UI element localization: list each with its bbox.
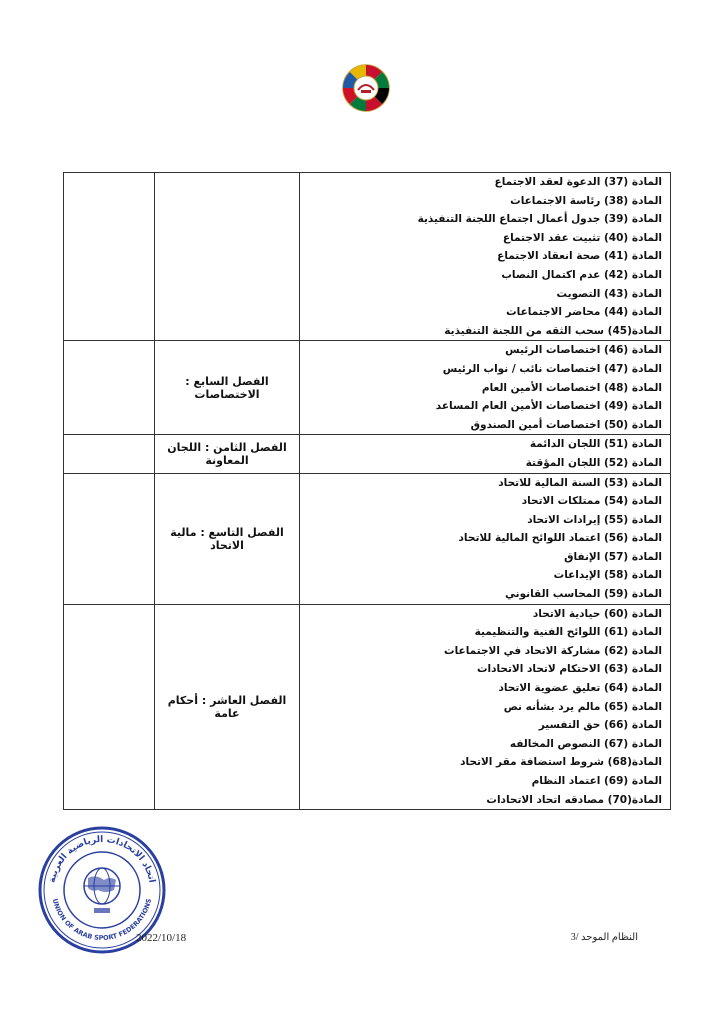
article-item: المادة (48) اختصاصات الأمين العام xyxy=(481,381,662,394)
article-item: المادة (62) مشاركة الاتحاد في الاجتماعات xyxy=(444,644,662,657)
article-item: المادة(68) شروط استضافة مقر الاتحاد xyxy=(460,756,662,769)
empty-cell xyxy=(64,173,155,341)
article-item: المادة (56) اعتماد اللوائح المالية للاتحاد xyxy=(458,532,662,545)
article-item: المادة (39) جدول أعمال اجتماع اللجنة التنفيذية xyxy=(417,213,662,226)
table-row xyxy=(64,435,671,473)
article-item: المادة (69) اعتماد النظام xyxy=(531,775,662,787)
empty-cell xyxy=(64,341,155,435)
article-item: المادة (65) مالم يرد بشأنه نص xyxy=(503,700,662,713)
empty-cell xyxy=(64,435,155,473)
article-item: المادة (60) حيادية الاتحاد xyxy=(532,607,662,620)
article-item: المادة (53) السنة المالية للاتحاد xyxy=(498,476,662,489)
chapter-title xyxy=(155,173,300,341)
article-item: المادة (42) عدم اكتمال النصاب xyxy=(501,268,662,281)
table-row xyxy=(64,341,671,435)
article-item: المادة (37) الدعوة لعقد الاجتماع xyxy=(494,176,662,188)
article-item: المادة (61) اللوائح الفنية والتنظيمية xyxy=(474,626,662,639)
article-item: المادة (64) تعليق عضوية الاتحاد xyxy=(498,682,662,695)
footer-page-number: النظام الموحد /3 xyxy=(570,932,638,943)
article-item: المادة (52) اللجان المؤقتة xyxy=(525,456,662,469)
table-row xyxy=(64,173,671,341)
article-item: المادة (49) اختصاصات الأمين العام المساعد xyxy=(435,400,662,413)
article-item: المادة (40) تثبيت عقد الاجتماع xyxy=(502,231,662,244)
article-item: المادة(45) سحب الثقه من اللجنة التنفيذية xyxy=(444,324,662,337)
table-row xyxy=(64,604,671,810)
chapter-title: الفصل الثامن : اللجان المعاونة xyxy=(155,435,300,473)
union-logo-icon xyxy=(342,64,390,112)
table-of-contents xyxy=(63,172,671,810)
article-item: المادة (51) اللجان الدائمة xyxy=(529,438,662,451)
articles-cell xyxy=(300,473,671,604)
article-item: المادة (38) رئاسة الاجتماعات xyxy=(510,194,662,207)
article-item: المادة (57) الإنفاق xyxy=(564,550,662,563)
articles-cell xyxy=(300,173,671,341)
chapter-title: الفصل التاسع : مالية الاتحاد xyxy=(155,473,300,604)
article-item: المادة (63) الاحتكام لاتحاد الاتحادات xyxy=(476,663,662,676)
svg-text:اتحاد الاتحادات الرياضية العرب: اتحاد الاتحادات الرياضية العربية xyxy=(47,834,157,884)
footer-date: 2022/10/18 xyxy=(136,932,187,944)
article-item: المادة (43) التصويت xyxy=(556,287,662,300)
article-item: المادة (41) صحة انعقاد الاجتماع xyxy=(497,250,662,263)
article-item: المادة (46) اختصاصات الرئيس xyxy=(505,344,662,357)
table-row xyxy=(64,473,671,604)
chapter-title: الفصل العاشر : أحكام عامة xyxy=(155,604,300,810)
article-item: المادة (66) حق التفسير xyxy=(538,719,662,732)
articles-cell xyxy=(300,604,671,810)
article-item: المادة (54) ممتلكات الاتحاد xyxy=(521,495,662,508)
articles-cell xyxy=(300,435,671,473)
article-item: المادة (55) إيرادات الاتحاد xyxy=(527,513,662,526)
article-item: المادة (50) اختصاصات أمين الصندوق xyxy=(470,418,662,431)
articles-cell xyxy=(300,341,671,435)
article-item: المادة (47) اختصاصات نائب / نواب الرئيس xyxy=(442,362,662,375)
article-item: المادة (67) النصوص المخالفه xyxy=(509,737,662,750)
empty-cell xyxy=(64,473,155,604)
article-item: المادة (59) المحاسب القانوني xyxy=(505,588,662,601)
chapter-title: الفصل السابع : الاختصاصات xyxy=(155,341,300,435)
article-item: المادة (44) محاضر الاجتماعات xyxy=(506,306,662,319)
article-item: المادة (58) الإيداعات xyxy=(553,569,662,582)
svg-text:UNION OF ARAB SPORT FEDERATION: UNION OF ARAB SPORT FEDERATIONS xyxy=(50,897,154,943)
article-item: المادة(70) مصادقه اتحاد الاتحادات xyxy=(486,793,662,806)
empty-cell xyxy=(64,604,155,810)
